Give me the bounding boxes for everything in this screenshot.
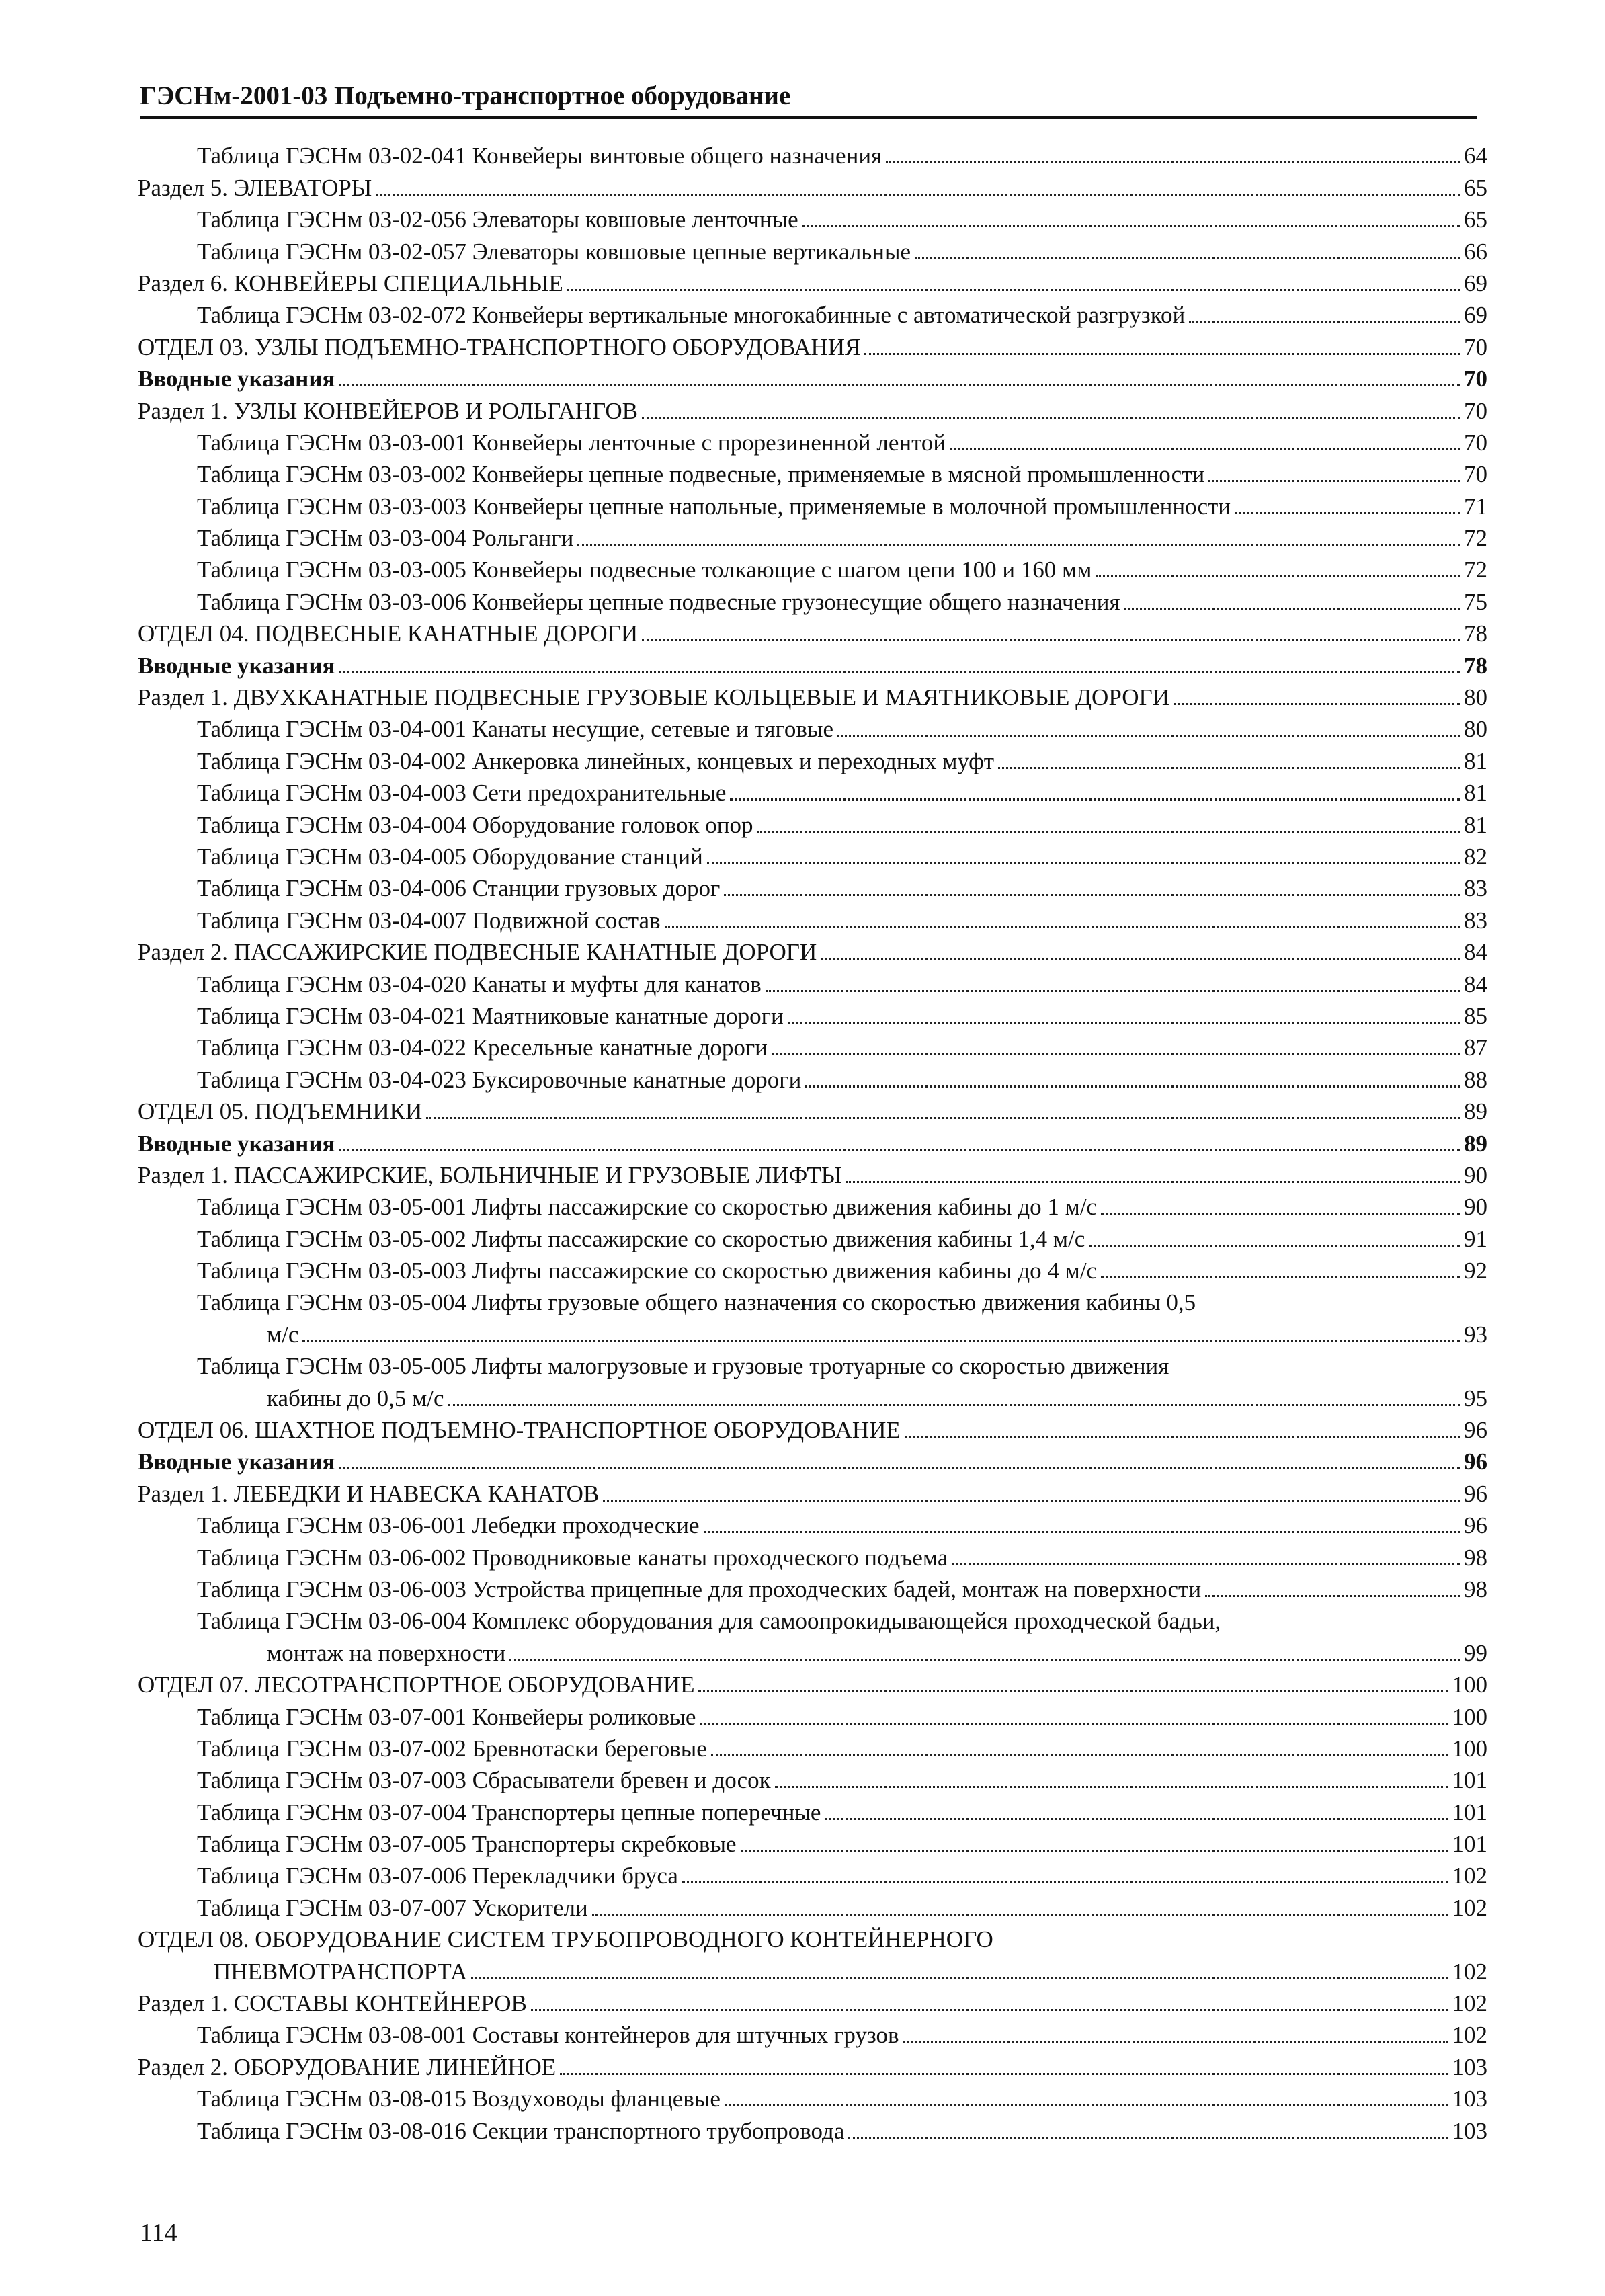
- toc-entry-title: ОТДЕЛ 07. ЛЕСОТРАНСПОРТНОЕ ОБОРУДОВАНИЕ: [138, 1672, 695, 1698]
- dot-leader: [642, 639, 1460, 641]
- toc-entry-table: [138, 552, 1487, 583]
- toc-entry-page: 102: [1452, 1862, 1487, 1889]
- toc-entry-page: 98: [1464, 1575, 1487, 1602]
- toc-entry-title: Таблица ГЭСНм 03-03-001 Конвейеры ленточные с прорезиненной лентой: [197, 429, 946, 456]
- dot-leader: [1235, 512, 1460, 514]
- toc-entry-continuation: [138, 1316, 1487, 1348]
- dot-leader: [426, 1117, 1460, 1119]
- toc-entry-page: 72: [1464, 525, 1487, 552]
- toc-entry-page: 88: [1464, 1066, 1487, 1093]
- toc-entry-table: [138, 1794, 1487, 1826]
- toc-entry-page: 71: [1464, 493, 1487, 520]
- toc-entry-page: 93: [1464, 1321, 1487, 1348]
- toc-entry-page: 81: [1464, 811, 1487, 838]
- dot-leader: [698, 1690, 1448, 1692]
- toc-entry-page: 100: [1452, 1672, 1487, 1698]
- dot-leader: [339, 1467, 1460, 1469]
- dot-leader: [704, 1531, 1460, 1533]
- toc-entry-section: [138, 934, 1487, 966]
- toc-entry-title-cont: монтаж на поверхности: [267, 1639, 506, 1666]
- toc-entry-continuation: [138, 1953, 1487, 1985]
- toc-entry-intro: [138, 1444, 1487, 1475]
- toc-entry-title: Таблица ГЭСНм 03-05-002 Лифты пассажирские со скоростью движения кабины 1,4 м/с: [197, 1225, 1085, 1252]
- toc-entry-dept: [138, 616, 1487, 647]
- toc-entry-table: [138, 711, 1487, 743]
- page-number: 114: [140, 2219, 177, 2247]
- dot-leader: [725, 2104, 1448, 2106]
- toc-entry-page: 101: [1452, 1799, 1487, 1826]
- toc-entry-title: Таблица ГЭСНм 03-06-004 Комплекс оборудования для самоопрокидывающейся проходческой бадьи,: [197, 1608, 1221, 1635]
- toc-entry-dept: [138, 1667, 1487, 1698]
- toc-entry-page: 78: [1464, 620, 1487, 647]
- toc-entry-table: [138, 743, 1487, 774]
- toc-entry-title: Таблица ГЭСНм 03-05-001 Лифты пассажирские со скоростью движения кабины до 1 м/с: [197, 1194, 1098, 1221]
- toc-entry-section: [138, 680, 1487, 711]
- dot-leader: [302, 1340, 1460, 1342]
- toc-entry-page: 90: [1464, 1161, 1487, 1188]
- dot-leader: [741, 1850, 1448, 1852]
- toc-entry-page: 89: [1464, 1098, 1487, 1125]
- toc-entry-page: 101: [1452, 1831, 1487, 1858]
- toc-entry-page: 96: [1464, 1512, 1487, 1539]
- toc-entry-table: [138, 902, 1487, 934]
- toc-entry-title: Таблица ГЭСНм 03-03-002 Конвейеры цепные подвесные, применяемые в мясной промышленности: [197, 461, 1205, 488]
- toc-entry-title: Таблица ГЭСНм 03-07-002 Бревнотаски береговые: [197, 1735, 707, 1762]
- toc-entry-title: Вводные указания: [138, 1130, 335, 1157]
- toc-entry-table: [138, 1762, 1487, 1794]
- dot-leader: [339, 1149, 1460, 1151]
- dot-leader: [642, 417, 1460, 419]
- dot-leader: [766, 990, 1460, 992]
- toc-entry-table: [138, 1061, 1487, 1093]
- toc-entry-table: [138, 425, 1487, 456]
- toc-entry-page: 80: [1464, 684, 1487, 711]
- dot-leader: [772, 1053, 1460, 1055]
- dot-leader: [905, 1436, 1460, 1438]
- dot-leader: [603, 1500, 1460, 1502]
- toc-entry-title: Вводные указания: [138, 366, 335, 393]
- toc-entry-title: Таблица ГЭСНм 03-06-002 Проводниковые канаты проходческого подъема: [197, 1544, 948, 1571]
- toc-entry-page: 65: [1464, 206, 1487, 233]
- toc-entry-title-cont: ПНЕВМОТРАНСПОРТА: [214, 1958, 468, 1985]
- toc-entry-title: Таблица ГЭСНм 03-07-003 Сбрасыватели бревен и досок: [197, 1767, 771, 1794]
- toc-entry-title: Таблица ГЭСНм 03-08-016 Секции транспортного трубопровода: [197, 2117, 845, 2144]
- toc-entry-table: [138, 1698, 1487, 1730]
- dot-leader: [775, 1786, 1448, 1788]
- toc-entry-page: 72: [1464, 557, 1487, 583]
- toc-entry-page: 98: [1464, 1544, 1487, 1571]
- running-header: ГЭСНм-2001-03 Подъемно-транспортное оборудование: [140, 81, 791, 110]
- toc-entry-page: 82: [1464, 843, 1487, 870]
- toc-entry-table: [138, 839, 1487, 870]
- dot-leader: [846, 1181, 1460, 1183]
- toc-entry-dept: [138, 1094, 1487, 1125]
- dot-leader: [339, 384, 1460, 386]
- toc-entry-title: Таблица ГЭСНм 03-03-006 Конвейеры цепные подвесные грузонесущие общего назначения: [197, 588, 1120, 615]
- dot-leader: [998, 767, 1460, 769]
- toc-entry-title: Вводные указания: [138, 1448, 335, 1475]
- dot-leader: [950, 448, 1460, 450]
- dot-leader: [707, 862, 1460, 864]
- toc-entry-title: Вводные указания: [138, 652, 335, 679]
- toc-entry-title: Таблица ГЭСНм 03-04-006 Станции грузовых дорог: [197, 875, 721, 902]
- dot-leader: [1124, 608, 1460, 610]
- dot-leader: [1101, 1213, 1460, 1215]
- toc-entry-title: Раздел 1. ЛЕБЕДКИ И НАВЕСКА КАНАТОВ: [138, 1480, 600, 1507]
- toc-entry-section: [138, 1157, 1487, 1189]
- toc-entry-table: [138, 966, 1487, 997]
- toc-entry-page: 69: [1464, 270, 1487, 296]
- toc-entry-table: [138, 488, 1487, 520]
- toc-entry-title: Таблица ГЭСНм 03-04-005 Оборудование станций: [197, 843, 703, 870]
- toc-entry-title-cont: м/с: [267, 1321, 299, 1348]
- table-of-contents: [138, 138, 1487, 2145]
- dot-leader: [1089, 1245, 1460, 1247]
- toc-entry-table: [138, 1221, 1487, 1252]
- toc-entry-page: 75: [1464, 588, 1487, 615]
- toc-entry-page: 89: [1464, 1130, 1487, 1157]
- toc-entry-title: Раздел 6. КОНВЕЙЕРЫ СПЕЦИАЛЬНЫЕ: [138, 270, 563, 296]
- toc-entry-page: 64: [1464, 142, 1487, 169]
- toc-entry-table: [138, 1889, 1487, 1921]
- toc-entry-page: 103: [1452, 2053, 1487, 2080]
- toc-entry-table: [138, 456, 1487, 488]
- toc-entry-title: Таблица ГЭСНм 03-03-005 Конвейеры подвесные толкающие с шагом цепи 100 и 160 мм: [197, 557, 1092, 583]
- dot-leader: [805, 1085, 1460, 1088]
- toc-entry-title: Таблица ГЭСНм 03-03-003 Конвейеры цепные напольные, применяемые в молочной промышленности: [197, 493, 1231, 520]
- toc-entry-table: [138, 870, 1487, 902]
- dot-leader: [339, 671, 1460, 673]
- toc-entry-title: Таблица ГЭСНм 03-03-004 Рольганги: [197, 525, 574, 552]
- toc-entry-title: ОТДЕЛ 06. ШАХТНОЕ ПОДЪЕМНО-ТРАНСПОРТНОЕ ОБОРУДОВАНИЕ: [138, 1417, 901, 1444]
- toc-entry-table: [138, 998, 1487, 1030]
- toc-entry-title: ОТДЕЛ 04. ПОДВЕСНЫЕ КАНАТНЫЕ ДОРОГИ: [138, 620, 639, 647]
- toc-entry-title: Таблица ГЭСНм 03-06-001 Лебедки проходческие: [197, 1512, 700, 1539]
- toc-entry-table: [138, 1571, 1487, 1603]
- toc-entry-title: Раздел 2. ПАССАЖИРСКИЕ ПОДВЕСНЫЕ КАНАТНЫЕ ДОРОГИ: [138, 939, 817, 966]
- toc-entry-table: [138, 807, 1487, 838]
- toc-entry-table: [138, 1030, 1487, 1061]
- toc-entry-page: 85: [1464, 1002, 1487, 1029]
- dot-leader: [952, 1563, 1460, 1565]
- toc-entry-page: 90: [1464, 1194, 1487, 1221]
- toc-entry-page: 70: [1464, 333, 1487, 360]
- toc-entry-page: 69: [1464, 302, 1487, 329]
- toc-entry-table: [138, 1284, 1487, 1316]
- toc-entry-page: 102: [1452, 1990, 1487, 2017]
- toc-entry-page: 100: [1452, 1735, 1487, 1762]
- toc-entry-title: Раздел 1. СОСТАВЫ КОНТЕЙНЕРОВ: [138, 1990, 527, 2017]
- toc-entry-page: 70: [1464, 461, 1487, 488]
- toc-entry-table: [138, 2113, 1487, 2144]
- toc-entry-page: 102: [1452, 2022, 1487, 2049]
- dot-leader: [915, 257, 1460, 259]
- toc-entry-table: [138, 138, 1487, 169]
- dot-leader: [788, 1022, 1460, 1024]
- dot-leader: [471, 1977, 1448, 1979]
- toc-entry-page: 70: [1464, 397, 1487, 424]
- toc-entry-section: [138, 2049, 1487, 2080]
- dot-leader: [1205, 1595, 1460, 1597]
- dot-leader: [864, 353, 1460, 355]
- dot-leader: [1208, 480, 1460, 482]
- toc-entry-page: 96: [1464, 1417, 1487, 1444]
- dot-leader: [665, 926, 1460, 928]
- toc-entry-page: 78: [1464, 652, 1487, 679]
- toc-entry-table: [138, 1826, 1487, 1858]
- toc-entry-page: 65: [1464, 174, 1487, 201]
- dot-leader: [700, 1723, 1448, 1725]
- toc-entry-title: Таблица ГЭСНм 03-05-005 Лифты малогрузовые и грузовые тротуарные со скоростью движения: [197, 1353, 1169, 1380]
- toc-entry-title: Таблица ГЭСНм 03-04-022 Кресельные канатные дороги: [197, 1034, 768, 1061]
- toc-entry-title: Таблица ГЭСНм 03-06-003 Устройства прицепные для проходческих бадей, монтаж на поверхности: [197, 1575, 1202, 1602]
- toc-entry-title: Таблица ГЭСНм 03-07-001 Конвейеры роликовые: [197, 1703, 696, 1730]
- dot-leader: [837, 735, 1460, 737]
- toc-entry-page: 66: [1464, 238, 1487, 265]
- toc-entry-page: 87: [1464, 1034, 1487, 1061]
- toc-entry-dept: [138, 329, 1487, 360]
- toc-entry-page: 83: [1464, 875, 1487, 902]
- toc-entry-section: [138, 393, 1487, 424]
- toc-entry-page: 101: [1452, 1767, 1487, 1794]
- dot-leader: [1174, 703, 1460, 705]
- toc-entry-continuation: [138, 1635, 1487, 1666]
- toc-entry-table: [138, 520, 1487, 552]
- toc-entry-table: [138, 1253, 1487, 1284]
- toc-entry-title: Таблица ГЭСНм 03-04-002 Анкеровка линейных, концевых и переходных муфт: [197, 747, 995, 774]
- toc-entry-title: Таблица ГЭСНм 03-08-001 Составы контейнеров для штучных грузов: [197, 2022, 899, 2049]
- toc-entry-page: 70: [1464, 366, 1487, 393]
- dot-leader: [757, 831, 1460, 833]
- toc-entry-table: [138, 1508, 1487, 1539]
- toc-entry-title: Таблица ГЭСНм 03-05-003 Лифты пассажирские со скоростью движения кабины до 4 м/с: [197, 1258, 1098, 1284]
- toc-entry-page: 84: [1464, 939, 1487, 966]
- toc-entry-table: [138, 1189, 1487, 1221]
- toc-entry-dept: [138, 1922, 1487, 1953]
- toc-entry-title: Таблица ГЭСНм 03-02-041 Конвейеры винтовые общего назначения: [197, 142, 882, 169]
- dot-leader: [376, 194, 1460, 196]
- toc-entry-page: 103: [1452, 2086, 1487, 2113]
- toc-entry-title: Таблица ГЭСНм 03-07-004 Транспортеры цепные поперечные: [197, 1799, 821, 1826]
- toc-entry-table: [138, 233, 1487, 265]
- toc-entry-table: [138, 1603, 1487, 1635]
- dot-leader: [1096, 575, 1460, 577]
- dot-leader: [567, 289, 1460, 291]
- toc-entry-title: Раздел 5. ЭЛЕВАТОРЫ: [138, 174, 372, 201]
- dot-leader: [711, 1754, 1448, 1756]
- dot-leader: [1189, 321, 1460, 323]
- toc-entry-page: 95: [1464, 1385, 1487, 1411]
- toc-entry-title-cont: кабины до 0,5 м/с: [267, 1385, 444, 1411]
- dot-leader: [682, 1881, 1448, 1883]
- toc-entry-page: 81: [1464, 747, 1487, 774]
- dot-leader: [724, 894, 1460, 896]
- toc-entry-table: [138, 1858, 1487, 1889]
- toc-entry-title: Таблица ГЭСНм 03-04-023 Буксировочные канатные дороги: [197, 1066, 802, 1093]
- toc-entry-title: Таблица ГЭСНм 03-07-005 Транспортеры скребковые: [197, 1831, 737, 1858]
- toc-entry-title: Раздел 2. ОБОРУДОВАНИЕ ЛИНЕЙНОЕ: [138, 2053, 557, 2080]
- toc-entry-table: [138, 1731, 1487, 1762]
- toc-entry-page: 81: [1464, 780, 1487, 807]
- dot-leader: [577, 544, 1460, 546]
- toc-entry-title: ОТДЕЛ 03. УЗЛЫ ПОДЪЕМНО-ТРАНСПОРТНОГО ОБОРУДОВАНИЯ: [138, 333, 861, 360]
- toc-entry-title: Таблица ГЭСНм 03-04-004 Оборудование головок опор: [197, 811, 753, 838]
- toc-entry-title: Таблица ГЭСНм 03-04-003 Сети предохранительные: [197, 780, 727, 807]
- toc-entry-page: 103: [1452, 2117, 1487, 2144]
- toc-entry-title: Раздел 1. УЗЛЫ КОНВЕЙЕРОВ И РОЛЬГАНГОВ: [138, 397, 638, 424]
- toc-entry-page: 102: [1452, 1958, 1487, 1985]
- toc-entry-page: 84: [1464, 971, 1487, 997]
- dot-leader: [803, 225, 1460, 227]
- toc-entry-page: 92: [1464, 1258, 1487, 1284]
- toc-entry-section: [138, 1985, 1487, 2017]
- toc-entry-title: Таблица ГЭСНм 03-02-072 Конвейеры вертикальные многокабинные с автоматической разгрузкой: [197, 302, 1186, 329]
- toc-entry-page: 83: [1464, 907, 1487, 934]
- toc-entry-page: 100: [1452, 1703, 1487, 1730]
- toc-entry-section: [138, 169, 1487, 201]
- toc-entry-table: [138, 202, 1487, 233]
- toc-entry-table: [138, 2081, 1487, 2113]
- toc-entry-table: [138, 583, 1487, 615]
- toc-entry-title: ОТДЕЛ 05. ПОДЪЕМНИКИ: [138, 1098, 423, 1125]
- dot-leader: [821, 958, 1460, 960]
- toc-entry-title: Таблица ГЭСНм 03-02-056 Элеваторы ковшовые ленточные: [197, 206, 798, 233]
- toc-entry-title: Таблица ГЭСНм 03-08-015 Воздуховоды фланцевые: [197, 2086, 721, 2113]
- toc-entry-page: 102: [1452, 1894, 1487, 1921]
- toc-entry-title: Таблица ГЭСНм 03-04-007 Подвижной состав: [197, 907, 661, 934]
- toc-entry-title: Таблица ГЭСНм 03-07-007 Ускорители: [197, 1894, 588, 1921]
- toc-entry-title: Таблица ГЭСНм 03-04-020 Канаты и муфты для канатов: [197, 971, 762, 997]
- toc-entry-table: [138, 775, 1487, 807]
- toc-entry-title: Таблица ГЭСНм 03-07-006 Перекладчики бруса: [197, 1862, 678, 1889]
- dot-leader: [825, 1818, 1448, 1820]
- toc-entry-title: Таблица ГЭСНм 03-02-057 Элеваторы ковшовые цепные вертикальные: [197, 238, 911, 265]
- toc-entry-page: 96: [1464, 1480, 1487, 1507]
- dot-leader: [886, 161, 1460, 163]
- dot-leader: [592, 1914, 1448, 1916]
- toc-entry-section: [138, 265, 1487, 297]
- dot-leader: [903, 2041, 1448, 2043]
- dot-leader: [448, 1404, 1460, 1406]
- toc-entry-page: 99: [1464, 1639, 1487, 1666]
- toc-entry-title: Таблица ГЭСНм 03-04-021 Маятниковые канатные дороги: [197, 1002, 784, 1029]
- toc-entry-title: Раздел 1. ДВУХКАНАТНЫЕ ПОДВЕСНЫЕ ГРУЗОВЫЕ КОЛЬЦЕВЫЕ И МАЯТНИКОВЫЕ ДОРОГИ: [138, 684, 1169, 711]
- dot-leader: [1101, 1276, 1460, 1278]
- toc-entry-section: [138, 1475, 1487, 1507]
- toc-entry-intro: [138, 361, 1487, 393]
- toc-entry-dept: [138, 1412, 1487, 1444]
- toc-entry-intro: [138, 647, 1487, 679]
- toc-entry-page: 91: [1464, 1225, 1487, 1252]
- toc-entry-table: [138, 297, 1487, 329]
- header-rule: [140, 116, 1477, 119]
- toc-entry-table: [138, 1348, 1487, 1380]
- toc-entry-page: 96: [1464, 1448, 1487, 1475]
- toc-entry-page: 80: [1464, 716, 1487, 743]
- toc-entry-table: [138, 2017, 1487, 2049]
- toc-entry-title: ОТДЕЛ 08. ОБОРУДОВАНИЕ СИСТЕМ ТРУБОПРОВОДНОГО КОНТЕЙНЕРНОГО: [138, 1926, 993, 1953]
- toc-entry-table: [138, 1539, 1487, 1571]
- toc-entry-title: Таблица ГЭСНм 03-04-001 Канаты несущие, сетевые и тяговые: [197, 716, 833, 743]
- dot-leader: [509, 1659, 1460, 1661]
- dot-leader: [560, 2073, 1448, 2075]
- toc-entry-title: Таблица ГЭСНм 03-05-004 Лифты грузовые общего назначения со скоростью движения кабины 0,5: [197, 1289, 1196, 1316]
- dot-leader: [848, 2137, 1448, 2139]
- toc-entry-title: Раздел 1. ПАССАЖИРСКИЕ, БОЛЬНИЧНЫЕ И ГРУЗОВЫЕ ЛИФТЫ: [138, 1161, 842, 1188]
- toc-entry-page: 70: [1464, 429, 1487, 456]
- dot-leader: [730, 798, 1460, 801]
- toc-entry-continuation: [138, 1380, 1487, 1411]
- toc-entry-intro: [138, 1125, 1487, 1157]
- dot-leader: [531, 2009, 1448, 2011]
